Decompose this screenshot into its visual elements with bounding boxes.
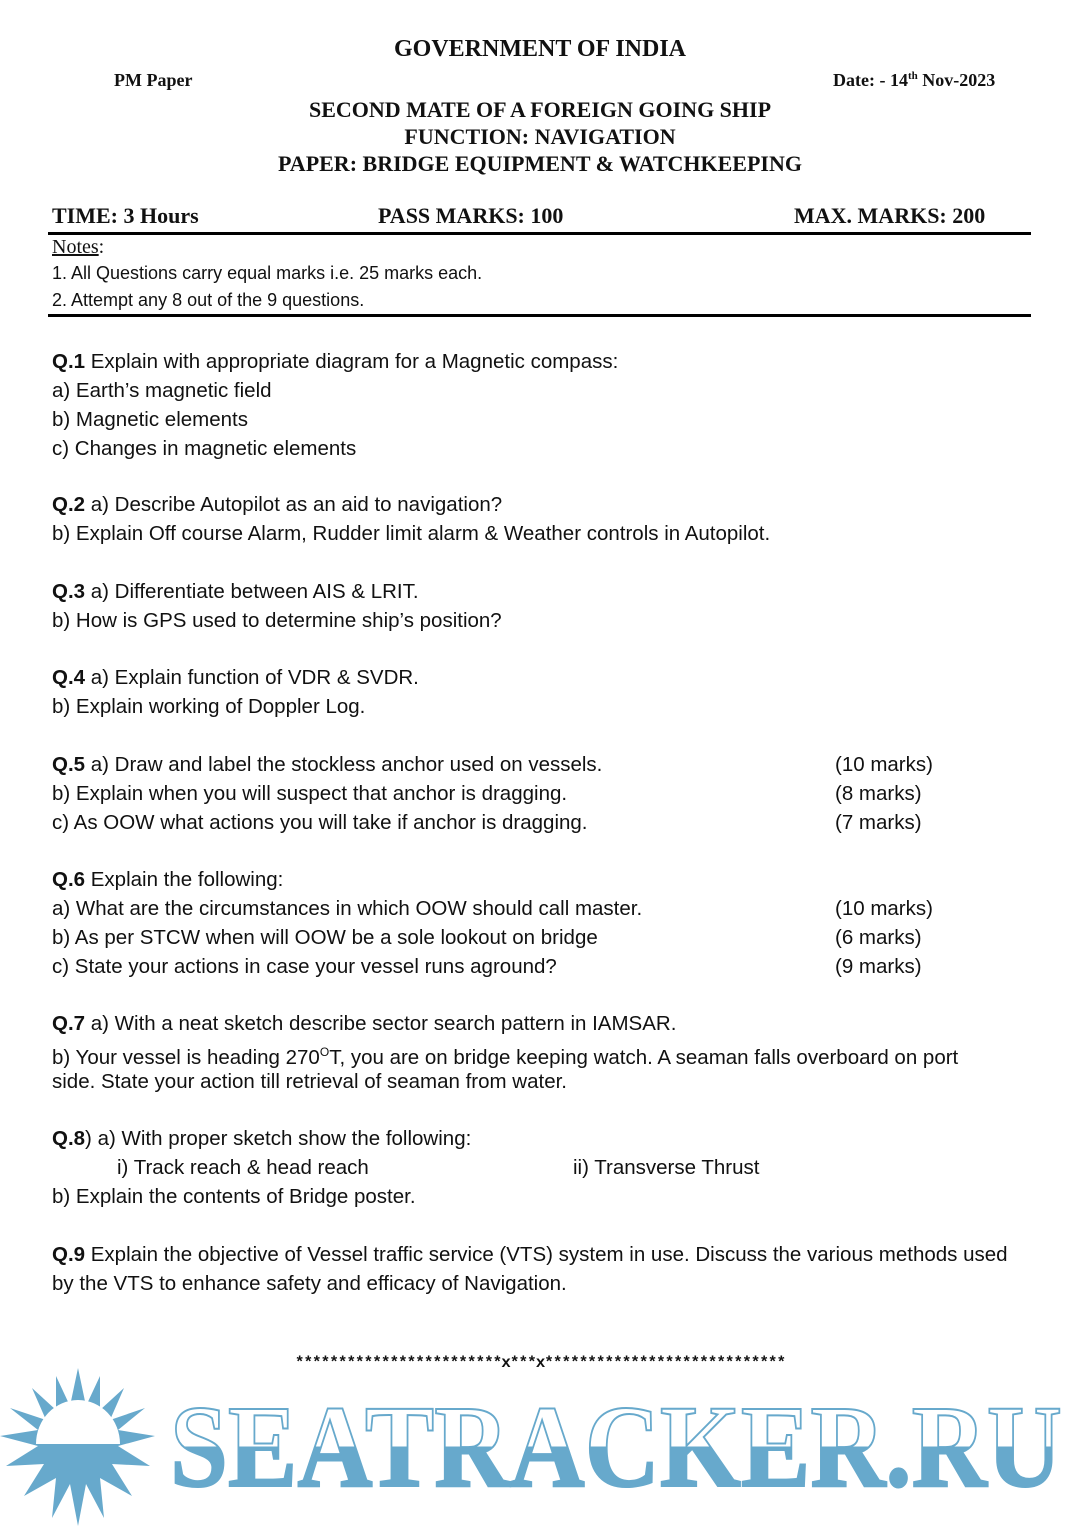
- question-3: [52, 577, 1037, 635]
- notes-colon: :: [98, 236, 105, 258]
- question-9: [52, 1240, 1037, 1298]
- question-number: Q.7: [52, 1012, 86, 1035]
- seatracker-logo: [0, 1368, 1080, 1527]
- notes-heading: [52, 236, 104, 259]
- date-text: Date: - 14: [833, 70, 908, 90]
- exam-date: [833, 70, 995, 91]
- divider: [48, 232, 1031, 235]
- question-6: [52, 865, 1037, 981]
- marks-label: (9 marks): [835, 955, 922, 978]
- question-part: a) What are the circumstances in which OOW should call master.: [52, 897, 643, 920]
- end-separator: ************************x***x****************************: [294, 1354, 786, 1372]
- time-info: TIME: 3 Hours: [52, 203, 199, 228]
- question-number: Q.9: [52, 1243, 86, 1266]
- question-number: Q.2: [52, 493, 86, 516]
- question-part: a) Earth’s magnetic field: [52, 379, 272, 402]
- question-part: c) State your actions in case your vessel runs aground?: [52, 955, 557, 978]
- date-text-suffix: Nov-2023: [917, 70, 996, 90]
- question-part: c) Changes in magnetic elements: [52, 437, 357, 460]
- question-part: b) Explain the contents of Bridge poster.: [52, 1185, 416, 1208]
- question-text: a) Draw and label the stockless anchor used on vessels.: [85, 753, 603, 776]
- question-text: ) a) With proper sketch show the following:: [85, 1127, 472, 1150]
- question-part: b) Magnetic elements: [52, 408, 248, 431]
- exam-title: SECOND MATE OF A FOREIGN GOING SHIP: [308, 97, 772, 122]
- marks-label: (10 marks): [835, 753, 933, 776]
- date-sup: th: [907, 70, 918, 82]
- question-5: [52, 750, 1037, 837]
- marks-label: (10 marks): [835, 897, 933, 920]
- question-number: Q.4: [52, 666, 86, 689]
- question-7: [52, 1009, 1037, 1096]
- note-item: 1. All Questions carry equal marks i.e. 25 marks each.: [52, 263, 483, 283]
- question-part: b) Your vessel is heading 270: [52, 1045, 320, 1069]
- question-part: b) Explain working of Doppler Log.: [52, 695, 366, 718]
- question-part: b) Explain when you will suspect that anchor is dragging.: [52, 782, 568, 805]
- question-number: Q.5: [52, 753, 86, 776]
- note-item: 2. Attempt any 8 out of the 9 questions.: [52, 290, 365, 310]
- question-part: c) As OOW what actions you will take if anchor is dragging.: [52, 811, 588, 834]
- marks-label: (6 marks): [835, 926, 922, 949]
- authority-title: GOVERNMENT OF INDIA: [393, 36, 687, 62]
- logo-text: SEATRACKER.RU: [170, 1381, 1062, 1512]
- question-number: Q.1: [52, 350, 86, 373]
- question-part: b) As per STCW when will OOW be a sole lookout on bridge: [52, 926, 598, 949]
- question-text: a) Explain function of VDR & SVDR.: [85, 666, 419, 689]
- divider: [48, 314, 1031, 317]
- function-title: FUNCTION: NAVIGATION: [404, 124, 676, 149]
- question-number: Q.3: [52, 580, 86, 603]
- question-text: a) Describe Autopilot as an aid to navigation?: [85, 493, 503, 516]
- paper-type: PM Paper: [114, 70, 193, 90]
- question-1: [52, 347, 1037, 463]
- question-part: side. State your action till retrieval of seaman from water.: [52, 1070, 568, 1093]
- marks-label: (7 marks): [835, 811, 922, 834]
- max-marks: MAX. MARKS: 200: [794, 203, 986, 228]
- sun-icon: [0, 1368, 155, 1526]
- degree-sup: O: [319, 1045, 330, 1059]
- question-text: by the VTS to enhance safety and efficacy of Navigation.: [52, 1272, 567, 1295]
- question-8: [52, 1124, 1037, 1211]
- question-part: b) How is GPS used to determine ship’s position?: [52, 609, 502, 632]
- question-number: Q.6: [52, 868, 86, 891]
- question-text: Explain the objective of Vessel traffic service (VTS) system in use. Discuss the various methods used: [85, 1243, 1008, 1266]
- question-subpart: i) Track reach & head reach: [117, 1156, 369, 1179]
- marks-label: (8 marks): [835, 782, 922, 805]
- question-text: Explain the following:: [85, 868, 284, 891]
- question-text: Explain with appropriate diagram for a Magnetic compass:: [85, 350, 619, 373]
- question-subpart: ii) Transverse Thrust: [573, 1156, 760, 1179]
- question-text: a) With a neat sketch describe sector search pattern in IAMSAR.: [85, 1012, 677, 1035]
- question-part: T, you are on bridge keeping watch. A seaman falls overboard on port: [329, 1045, 959, 1069]
- pass-marks: PASS MARKS: 100: [378, 203, 564, 228]
- question-2: [52, 490, 1037, 548]
- notes-label: Notes: [52, 236, 99, 258]
- question-part: b) Explain Off course Alarm, Rudder limit alarm & Weather controls in Autopilot.: [52, 522, 771, 545]
- question-4: [52, 663, 1037, 721]
- question-number: Q.8: [52, 1127, 86, 1150]
- question-text: a) Differentiate between AIS & LRIT.: [85, 580, 419, 603]
- paper-title: PAPER: BRIDGE EQUIPMENT & WATCHKEEPING: [278, 151, 802, 176]
